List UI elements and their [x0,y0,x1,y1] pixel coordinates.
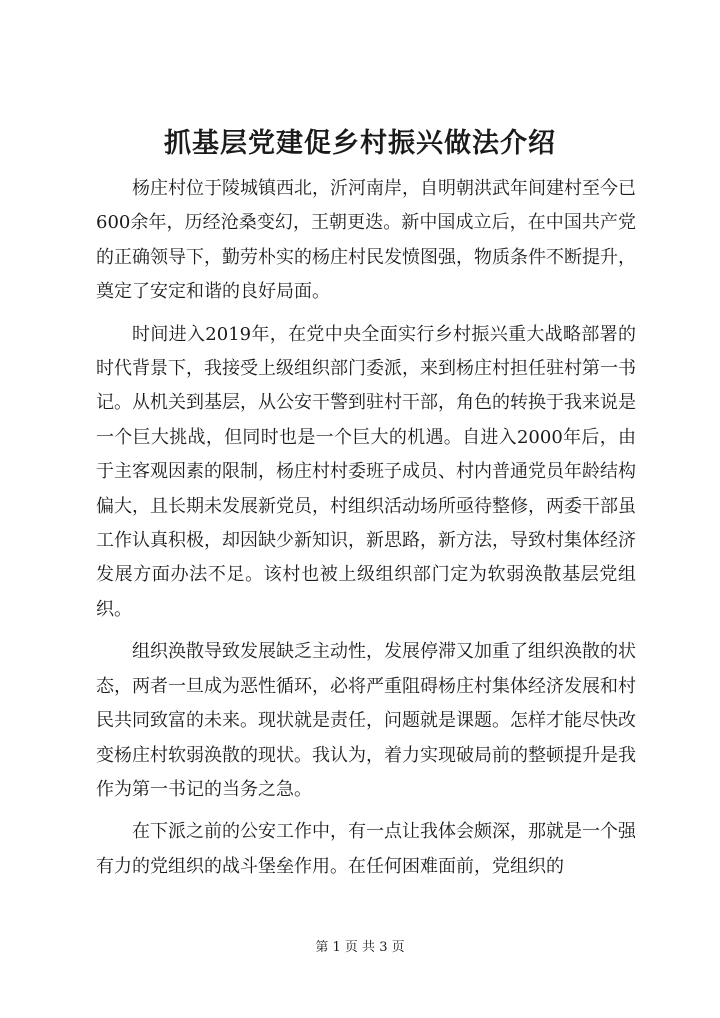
paragraph: 组织涣散导致发展缺乏主动性，发展停滞又加重了组织涣散的状态，两者一旦成为恶性循环，必将严重阻碍杨庄村集体经济发展和村民共同致富的未来。现状就是责任，问题就是课题。怎样才能尽快改变杨庄村软弱涣散的现状。我认为，着力实现破局前的整顿提升是我作为第一书记的当务之急。 [96,641,636,800]
paragraph: 时间进入2019年，在党中央全面实行乡村振兴重大战略部署的时代背景下，我接受上级组织部门委派，来到杨庄村担任驻村第一书记。从机关到基层，从公安干警到驻村干部，角色的转换于我来说是一个巨大挑战，但同时也是一个巨大的机遇。自进入2000年后，由于主客观因素的限制，杨庄村村委班子成员、村内普通党员年龄结构偏大，且长期未发展新党员，村组织活动场所亟待整修，两委干部虽工作认真积极，却因缺少新知识，新思路，新方法，导致村集体经济发展方面办法不足。该村也被上级组织部门定为软弱涣散基层党组织。 [96,323,636,620]
paragraph: 在下派之前的公安工作中，有一点让我体会颇深，那就是一个强有力的党组织的战斗堡垒作用。在任何困难面前，党组织的 [96,821,636,877]
page-footer: 第 1 页 共 3 页 [315,940,405,955]
document-title: 抓基层党建促乡村振兴做法介绍 [164,128,556,159]
paragraph: 杨庄村位于陵城镇西北，沂河南岸，自明朝洪武年间建村至今已600余年，历经沧桑变幻，王朝更迭。新中国成立后，在中国共产党的正确领导下，勤劳朴实的杨庄村民发愤图强，物质条件不断提升，奠定了安定和谐的良好局面。 [96,178,636,303]
document-body [96,172,636,892]
